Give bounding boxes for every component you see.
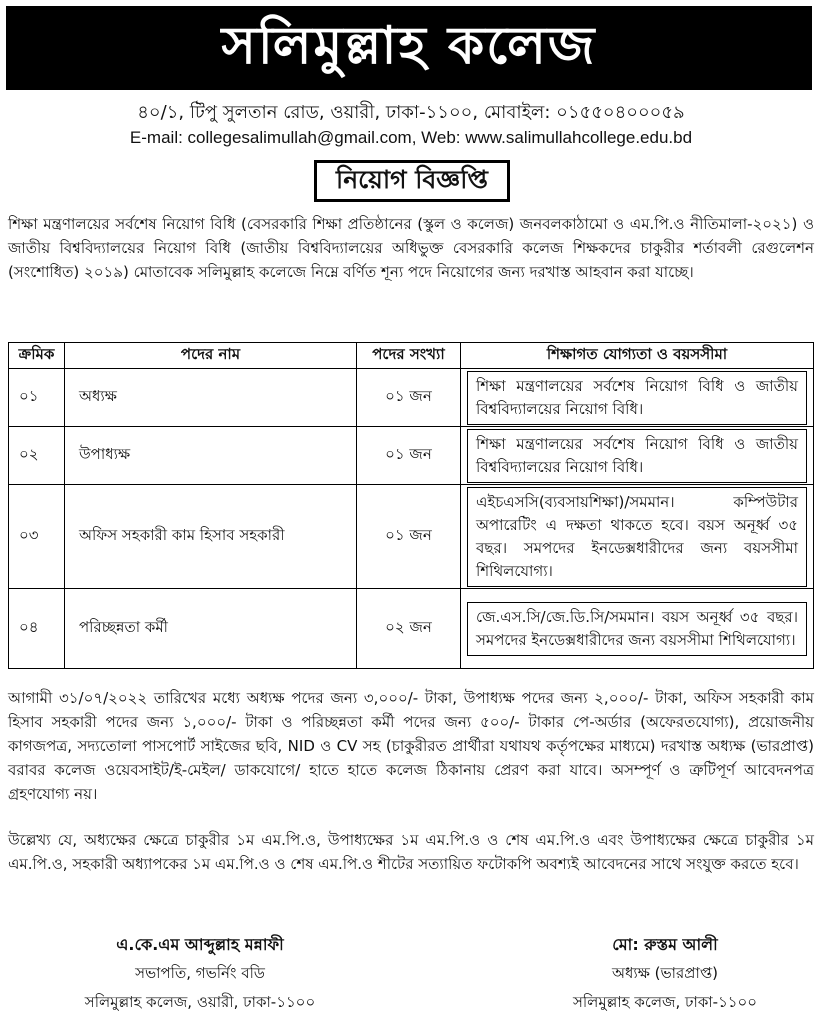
table-row	[9, 427, 814, 485]
row-qualification-cell	[461, 427, 814, 485]
table-header-row	[9, 343, 814, 369]
row-serial: ০২	[9, 427, 65, 485]
row-qualification: এইচএসসি(ব্যবসায়শিক্ষা)/সমমান। কম্পিউটার অপারেটিং এ দক্ষতা থাকতে হবে। বয়স অনূর্ধ্ব ৩৫ বছর। সমপদের ইনডেক্সধারীদের জন্য বয়সসীমা শিথিলযোগ্য।	[467, 487, 807, 587]
header-count: পদের সংখ্যা	[357, 343, 461, 369]
row-count: ০১ জন	[357, 485, 461, 589]
row-serial: ০৪	[9, 589, 65, 669]
row-qualification: জে.এস.সি/জে.ডি.সি/সমমান। বয়স অনূর্ধ্ব ৩৫ বছর। সমপদের ইনডেক্সধারীদের জন্য বয়সসীমা শিথিলযোগ্য।	[467, 602, 807, 656]
signatory-right-name: মো: রুস্তম আলী	[612, 935, 718, 954]
row-qualification-cell	[461, 589, 814, 669]
header-serial: ক্রমিক	[9, 343, 65, 369]
row-qualification: শিক্ষা মন্ত্রণালয়ের সর্বশেষ নিয়োগ বিধি ও জাতীয় বিশ্ববিদ্যালয়ের নিয়োগ বিধি।	[467, 429, 807, 483]
row-serial: ০৩	[9, 485, 65, 589]
row-post: পরিচ্ছন্নতা কর্মী	[65, 589, 357, 669]
row-count: ০২ জন	[357, 589, 461, 669]
row-qualification-cell	[461, 485, 814, 589]
signatory-left-name: এ.কে.এম আব্দুল্লাহ মন্নাফী	[116, 935, 284, 954]
college-name-banner: সলিমুল্লাহ কলেজ	[6, 6, 812, 90]
intro-paragraph: শিক্ষা মন্ত্রণালয়ের সর্বশেষ নিয়োগ বিধি (বেসরকারি শিক্ষা প্রতিষ্ঠানের (স্কুল ও কলেজ) জনবলকাঠামো ও এম.পি.ও নীতিমালা-২০২১) ও জাতীয় বিশ্ববিদ্যালয়ের নিয়োগ বিধি (জাতীয় বিশ্ববিদ্যালয়ের অধিভুক্ত বেসরকারি কলেজ শিক্ষকদের চাকুরীর শর্তাবলী রেগুলেশন (সংশোধিত) ২০১৯) মোতাবেক সলিমুল্লাহ কলেজে নিম্নে বর্ণিত শূন্য পদে নিয়োগের জন্য দরখাস্ত আহবান করা যাচ্ছে।	[8, 215, 814, 281]
row-count: ০১ জন	[357, 369, 461, 427]
signatory-right-org: সলিমুল্লাহ কলেজ, ঢাকা-১১০০	[572, 993, 758, 1011]
notice-title: নিয়োগ বিজ্ঞপ্তি	[314, 160, 510, 202]
signatory-left-org: সলিমুল্লাহ কলেজ, ওয়ারী, ঢাকা-১১০০	[84, 993, 316, 1011]
college-contact: E-mail: collegesalimullah@gmail.com, Web: www.salimullahcollege.edu.bd	[129, 128, 693, 147]
row-post: অফিস সহকারী কাম হিসাব সহকারী	[65, 485, 357, 589]
college-address: ৪০/১, টিপু সুলতান রোড, ওয়ারী, ঢাকা-১১০০, মোবাইল: ০১৫৫০৪০০০৫৯	[137, 102, 685, 123]
row-post: উপাধ্যক্ষ	[65, 427, 357, 485]
signature-left	[20, 930, 380, 1017]
table-row	[9, 485, 814, 589]
row-serial: ০১	[9, 369, 65, 427]
signatory-left-title: সভাপতি, গভর্নিং বডি	[135, 964, 265, 982]
row-qualification-cell	[461, 369, 814, 427]
row-qualification: শিক্ষা মন্ত্রণালয়ের সর্বশেষ নিয়োগ বিধি ও জাতীয় বিশ্ববিদ্যালয়ের নিয়োগ বিধি।	[467, 371, 807, 425]
row-post: অধ্যক্ষ	[65, 369, 357, 427]
header-qualification: শিক্ষাগত যোগ্যতা ও বয়সসীমা	[461, 343, 814, 369]
header-post: পদের নাম	[65, 343, 357, 369]
application-instructions: আগামী ৩১/০৭/২০২২ তারিখের মধ্যে অধ্যক্ষ পদের জন্য ৩,০০০/- টাকা, উপাধ্যক্ষ পদের জন্য ২,০০০/- টাকা, অফিস সহকারী কাম হিসাব সহকারী পদের জন্য ১,০০০/- টাকা ও পরিচ্ছন্নতা কর্মী পদের জন্য ৫০০/- টাকার পে-অর্ডার (অফেরতযোগ্য), প্রয়োজনীয় কাগজপত্র, সদ্যতোলা পাসপোর্ট সাইজের ছবি, NID ও CV সহ (চাকুরীরত প্রার্থীরা যথাযথ কর্তৃপক্ষের মাধ্যমে) দরখাস্ত অধ্যক্ষ (ভারপ্রাপ্ত) বরাবর কলেজ ওয়েবসাইট/ই-মেইল/ ডাকযোগে/ হাতে হাতে কলেজ ঠিকানায় প্রেরণ করা যাবে। অসম্পূর্ণ ও ত্রুটিপূর্ণ আবেদনপত্র গ্রহণযোগ্য নয়।	[8, 689, 814, 803]
signatory-right-title: অধ্যক্ষ (ভারপ্রাপ্ত)	[611, 964, 719, 982]
vacancy-table	[8, 342, 814, 669]
mpo-note: উল্লেখ্য যে, অধ্যক্ষের ক্ষেত্রে চাকুরীর ১ম এম.পি.ও, উপাধ্যক্ষের ১ম এম.পি.ও ও শেষ এম.পি.ও এবং উপাধ্যক্ষের ক্ষেত্রে চাকুরীর ১ম এম.পি.ও, সহকারী অধ্যাপকের ১ম এম.পি.ও ও শেষ এম.পি.ও শীটের সত্যায়িত ফটোকপি অবশ্যই আবেদনের সাথে সংযুক্ত করতে হবে।	[8, 831, 814, 873]
signature-right	[520, 930, 810, 1017]
table-row	[9, 589, 814, 669]
table-row	[9, 369, 814, 427]
row-count: ০১ জন	[357, 427, 461, 485]
